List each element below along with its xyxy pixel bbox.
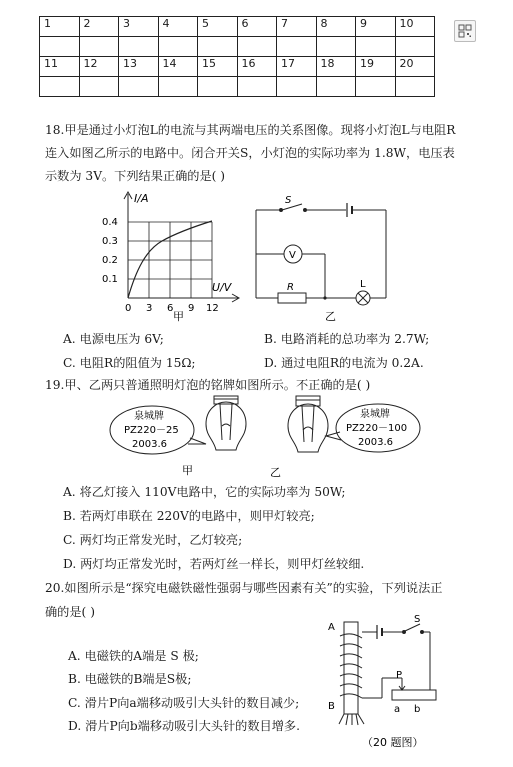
question-number-cell: 19 bbox=[356, 57, 396, 77]
answer-cell[interactable] bbox=[198, 37, 238, 57]
question-number-cell: 18 bbox=[316, 57, 356, 77]
question-number-cell: 9 bbox=[356, 17, 396, 37]
question-number-cell: 13 bbox=[119, 57, 159, 77]
q18-option-a: A. 电源电压为 6V; bbox=[63, 332, 164, 346]
answer-table-row bbox=[40, 77, 435, 97]
q19-stem: 19.甲、乙两只普通照明灯泡的铭牌如图所示。不正确的是( ) bbox=[45, 378, 371, 392]
q20-option-a: A. 电磁铁的A端是 S 极; bbox=[68, 649, 199, 663]
q20-stem-line-2: 确的是( ) bbox=[45, 605, 95, 619]
q20-stem-line-1: 20.如图所示是“探究电磁铁磁性强弱与哪些因素有关”的实验，下列说法正 bbox=[45, 581, 443, 595]
answer-cell[interactable] bbox=[79, 77, 119, 97]
q18-option-c: C. 电阻R的阻值为 15Ω; bbox=[63, 356, 196, 370]
end-a-label: A bbox=[328, 622, 335, 633]
q19-bulbs-figure bbox=[110, 396, 420, 480]
answer-table-row bbox=[40, 37, 435, 57]
q19-option-b: B. 若两灯串联在 220V的电路中，则甲灯较亮; bbox=[63, 509, 315, 523]
answer-cell[interactable] bbox=[356, 77, 396, 97]
bulb-a-caption: 甲 bbox=[182, 464, 193, 477]
x-tick-3: 3 bbox=[146, 303, 153, 314]
question-number-cell: 2 bbox=[79, 17, 119, 37]
switch-label: S bbox=[285, 195, 292, 206]
answer-cell[interactable] bbox=[316, 37, 356, 57]
q18-option-d: D. 通过电阻R的电流为 0.2A. bbox=[264, 356, 424, 370]
q20-option-b: B. 电磁铁的B端是S极; bbox=[68, 672, 192, 686]
y-tick-0.3: 0.3 bbox=[102, 236, 118, 247]
question-number-cell: 11 bbox=[40, 57, 80, 77]
answer-cell[interactable] bbox=[79, 37, 119, 57]
q18-stem-line-3: 示数为 3V。下列结果正确的是( ) bbox=[45, 169, 226, 183]
q18-circuit-diagram bbox=[250, 195, 400, 323]
q20-option-c: C. 滑片P向a端移动吸引大头针的数目减少; bbox=[68, 696, 300, 710]
q18-iu-graph bbox=[100, 190, 250, 322]
question-number-cell: 5 bbox=[198, 17, 238, 37]
q19-option-c: C. 两灯均正常发光时，乙灯较亮; bbox=[63, 533, 243, 547]
answer-cell[interactable] bbox=[316, 77, 356, 97]
question-number-cell: 1 bbox=[40, 17, 80, 37]
qr-code-icon[interactable] bbox=[454, 20, 476, 42]
question-number-cell: 20 bbox=[395, 57, 435, 77]
x-tick-0: 0 bbox=[125, 303, 132, 314]
answer-cell[interactable] bbox=[277, 37, 317, 57]
question-number-cell: 10 bbox=[395, 17, 435, 37]
bulb-a-brand: 泉城牌 bbox=[134, 411, 164, 422]
y-tick-0.1: 0.1 bbox=[102, 274, 118, 285]
bulb-b-brand: 泉城牌 bbox=[360, 409, 390, 420]
question-number-cell: 14 bbox=[158, 57, 198, 77]
q18-stem-line-1: 18.甲是通过小灯泡L的电流与其两端电压的关系图像。现将小灯泡L与电阻R bbox=[45, 123, 456, 137]
circuit-caption: 乙 bbox=[325, 310, 336, 323]
terminal-a-label: a bbox=[394, 704, 401, 715]
q19-option-a: A. 将乙灯接入 110V电路中，它的实际功率为 50W; bbox=[63, 485, 346, 499]
voltmeter-label: V bbox=[289, 250, 296, 261]
question-number-cell: 12 bbox=[79, 57, 119, 77]
q18-option-b: B. 电路消耗的总功率为 2.7W; bbox=[264, 332, 430, 346]
question-number-cell: 6 bbox=[237, 17, 277, 37]
x-axis-label: U/V bbox=[212, 281, 232, 294]
question-number-cell: 7 bbox=[277, 17, 317, 37]
question-number-cell: 15 bbox=[198, 57, 238, 77]
answer-cell[interactable] bbox=[277, 77, 317, 97]
answer-table-row bbox=[40, 17, 435, 37]
lamp-label: L bbox=[360, 279, 366, 290]
q19-option-d: D. 两灯均正常发光时，若两灯丝一样长，则甲灯丝较细. bbox=[63, 557, 365, 571]
answer-cell[interactable] bbox=[119, 77, 159, 97]
answer-cell[interactable] bbox=[237, 77, 277, 97]
answer-cell[interactable] bbox=[395, 37, 435, 57]
slider-p-label: P bbox=[396, 670, 403, 681]
y-tick-0.2: 0.2 bbox=[102, 255, 118, 266]
bulb-b-date: 2003.6 bbox=[358, 437, 393, 448]
bulb-a-date: 2003.6 bbox=[132, 439, 167, 450]
question-number-cell: 17 bbox=[277, 57, 317, 77]
answer-cell[interactable] bbox=[395, 77, 435, 97]
switch-s-label: S bbox=[414, 614, 421, 625]
terminal-b-label: b bbox=[414, 704, 421, 715]
bulb-b-caption: 乙 bbox=[270, 466, 281, 479]
figure-20-caption: （20 题图） bbox=[362, 736, 424, 749]
answer-cell[interactable] bbox=[356, 37, 396, 57]
y-tick-0.4: 0.4 bbox=[102, 217, 118, 228]
answer-cell[interactable] bbox=[119, 37, 159, 57]
answer-cell[interactable] bbox=[237, 37, 277, 57]
graph-caption: 甲 bbox=[173, 310, 184, 323]
bulb-a-rating: PZ220－25 bbox=[124, 425, 179, 436]
question-number-cell: 16 bbox=[237, 57, 277, 77]
bulb-b-rating: PZ220－100 bbox=[346, 423, 408, 434]
q20-electromagnet-figure bbox=[322, 612, 452, 747]
resistor-label: R bbox=[287, 282, 294, 293]
answer-cell[interactable] bbox=[40, 37, 80, 57]
answer-cell[interactable] bbox=[40, 77, 80, 97]
answer-table-row bbox=[40, 57, 435, 77]
question-number-cell: 4 bbox=[158, 17, 198, 37]
x-tick-6: 6 bbox=[167, 303, 174, 314]
question-number-cell: 8 bbox=[316, 17, 356, 37]
y-axis-label: I/A bbox=[134, 192, 149, 205]
answer-cell[interactable] bbox=[158, 37, 198, 57]
answer-cell[interactable] bbox=[158, 77, 198, 97]
answer-cell[interactable] bbox=[198, 77, 238, 97]
q18-stem-line-2: 连入如图乙所示的电路中。闭合开关S，小灯泡的实际功率为 1.8W，电压表 bbox=[45, 146, 455, 160]
answer-table bbox=[39, 16, 435, 97]
x-tick-12: 12 bbox=[206, 303, 219, 314]
question-number-cell: 3 bbox=[119, 17, 159, 37]
end-b-label: B bbox=[328, 701, 335, 712]
q20-option-d: D. 滑片P向b端移动吸引大头针的数目增多. bbox=[68, 719, 300, 733]
x-tick-9: 9 bbox=[188, 303, 195, 314]
